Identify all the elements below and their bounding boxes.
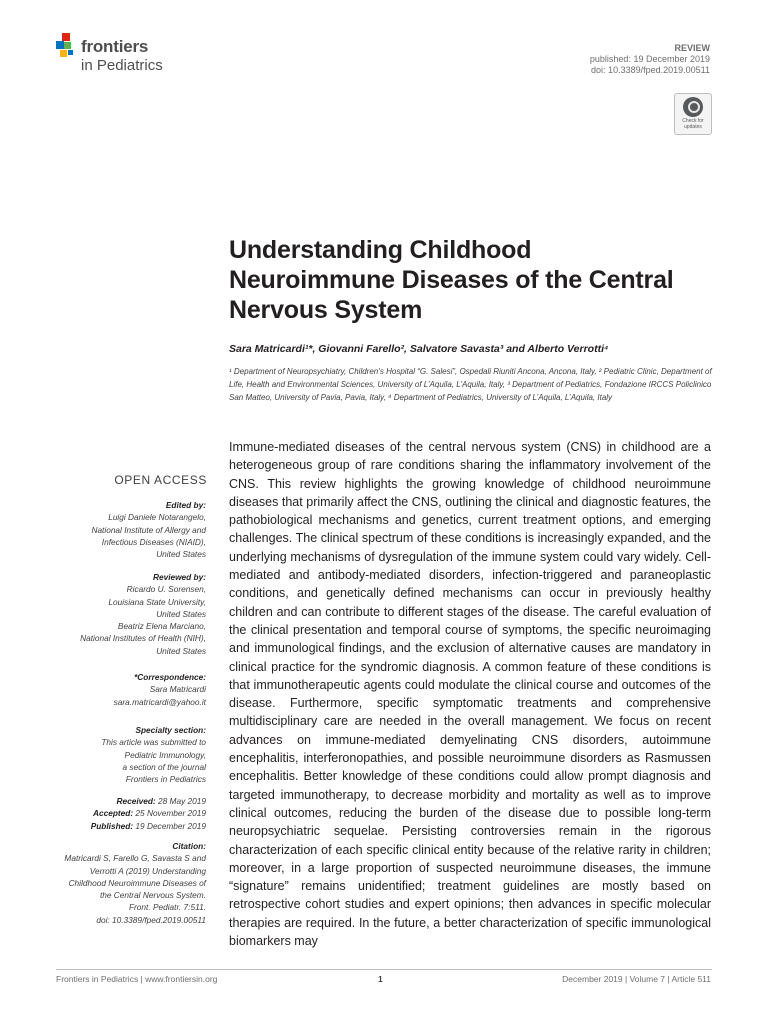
specialty-line: Pediatric Immunology, <box>124 749 206 760</box>
citation-line: Matricardi S, Farello G, Savasta S and <box>64 853 206 864</box>
reviewer-line: United States <box>156 608 206 619</box>
correspondence-block <box>46 671 206 708</box>
citation-doi-link[interactable]: doi: 10.3389/fped.2019.00511 <box>96 914 206 925</box>
citation-line: Childhood Neuroimmune Diseases of <box>68 877 206 888</box>
check-for-updates-badge[interactable] <box>674 93 712 135</box>
footer-divider <box>56 969 712 970</box>
badge-text-line-1: Check for <box>682 118 704 124</box>
reviewed-by-block <box>46 571 206 657</box>
received-label: Received: <box>116 796 156 806</box>
reviewed-by-label: Reviewed by: <box>152 572 206 582</box>
affiliations: ¹ Department of Neuropsychiatry, Children’s Hospital “G. Salesi”, Ospedali Riuniti Ancona, Ancona, Italy, ² Pediatric Clinic, Department of Life, Health and Environmental Sciences, University of L’Aquila, L’Aquila, Italy, ³ Department of Pediatrics, Fondazione IRCCS Policlinico San Matteo, University of Pavia, Pavia, Italy, ⁴ Department of Pediatrics, University of L’Aquila, L’Aquila, Italy <box>229 367 712 402</box>
dates-block <box>46 795 206 832</box>
reviewer-line: Louisiana State University, <box>108 596 206 607</box>
edited-by-label: Edited by: <box>165 500 206 510</box>
specialty-section-label: Specialty section: <box>135 725 206 735</box>
specialty-line: Frontiers in Pediatrics <box>125 774 206 785</box>
badge-text <box>675 118 711 130</box>
accepted-label: Accepted: <box>92 808 134 819</box>
specialty-line: This article was submitted to <box>101 737 206 748</box>
open-access-label: OPEN ACCESS <box>114 473 207 487</box>
frontiers-logo-icon <box>56 33 80 63</box>
published-label: Published: <box>90 820 134 831</box>
abstract: Immune-mediated diseases of the central nervous system (CNS) in childhood are a heterogeneous group of rare conditions sharing the inflammatory involvement of the CNS. This review highlights the growing knowledge of childhood neuroimmune diseases that primarily affect the CNS, outlining the clinical and diagnostic features, the pathobiological mechanisms and genetics, current treatment options, and emerging challenges. The clinical spectrum of these conditions is increasingly expanded, and the underlying mechanisms of dysregulation of the immune system could vary widely. Cell-mediated and antibody-mediated disorders, infection-triggered and paraneoplastic conditions, and genetically defined mechanisms can occur in previously healthy children and can contribute to different stages of the disease. The careful evaluation of the clinical presentation and temporal course of symptoms, the specific neuroimaging and immunological findings, and the exclusion of alternative causes are mandatory in clinical practice for the syndromic diagnosis. A common feature of these conditions is that immunotherapeutic agents could modulate the clinical course and outcomes of the disease. Furthermore, specific symptomatic treatments and comprehensive multidisciplinary care are needed in the overall management. We focus on recent advances on immune-mediated demyelinating CNS disorders, autoimmune encephalitis, interferonopathies, and possible neuroimmune disorders as Rasmussen encephalitis. Better knowledge of these conditions could allow prompt diagnosis and targeted immunotherapy, to decrease morbidity and mortality as well as to improve clinical outcomes, reducing the burden of the disease due to possible long-term neuropsychiatric sequelae. Persisting controversies remain in the rigorous characterization of each specific clinical entity because of the relative rarity in children; moreover, in a large proportion of suspected neuroimmune diseases, the immune “signature” remains unidentified; treatment guidelines are mostly based on retrospective cohort studies and expert opinions; then advances in specific molecular therapies are required. In the future, a better characterization of specific immunological biomarkers may <box>229 440 711 949</box>
article-type: REVIEW <box>674 43 710 53</box>
reviewer-line: National Institutes of Health (NIH), <box>80 633 206 644</box>
badge-text-line-2: updates <box>684 124 702 130</box>
citation-line: the Central Nervous System. <box>99 890 206 901</box>
footer-journal-link[interactable]: Frontiers in Pediatrics | www.frontiersin.org <box>56 974 218 984</box>
accepted-date: 25 November 2019 <box>135 808 206 819</box>
received-date: 28 May 2019 <box>158 796 206 806</box>
journal-logo <box>56 33 196 79</box>
logo-word-journal: in Pediatrics <box>81 57 163 74</box>
article-title: Understanding Childhood Neuroimmune Diseases of the Central Nervous System <box>229 236 674 324</box>
footer-issue-info: December 2019 | Volume 7 | Article 511 <box>562 974 711 984</box>
edited-by-block <box>46 499 206 560</box>
published-date: published: 19 December 2019 <box>589 54 710 64</box>
editor-line: United States <box>156 549 206 560</box>
citation-label: Citation: <box>172 841 206 851</box>
reviewer-line: United States <box>156 645 206 656</box>
editor-line: National Institute of Allergy and <box>91 524 206 535</box>
editor-line: Luigi Daniele Notarangelo, <box>108 512 206 523</box>
citation-line: Front. Pediatr. 7:511. <box>128 902 206 913</box>
editor-line: Infectious Diseases (NIAID), <box>101 536 206 547</box>
correspondence-name: Sara Matricardi <box>149 684 206 695</box>
author-list: Sara Matricardi¹*, Giovanni Farello², Salvatore Savasta³ and Alberto Verrotti⁴ <box>229 343 609 355</box>
logo-word-frontiers: frontiers <box>81 37 149 56</box>
citation-line: Verrotti A (2019) Understanding <box>89 865 206 876</box>
citation-block <box>46 840 206 926</box>
correspondence-label: *Correspondence: <box>134 672 206 682</box>
specialty-line: a section of the journal <box>122 761 206 772</box>
page-number: 1 <box>378 974 383 984</box>
sidebar-published-date: 19 December 2019 <box>135 820 206 831</box>
reviewer-line: Beatriz Elena Marciano, <box>117 621 206 632</box>
specialty-section-block <box>46 724 206 785</box>
reviewer-line: Ricardo U. Sorensen, <box>126 584 206 595</box>
header-doi-link[interactable]: doi: 10.3389/fped.2019.00511 <box>591 65 710 75</box>
correspondence-email-link[interactable]: sara.matricardi@yahoo.it <box>113 696 206 707</box>
check-for-updates-icon <box>683 97 703 117</box>
